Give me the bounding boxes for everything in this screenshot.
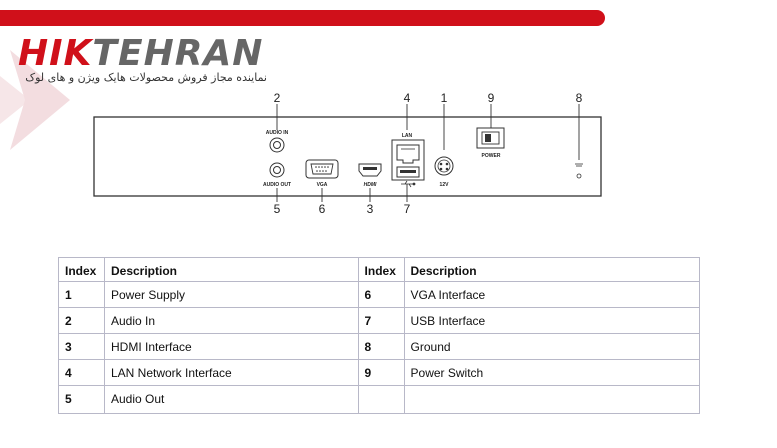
callout-4: 4 <box>403 91 411 105</box>
cell-left-index: 3 <box>59 334 105 360</box>
cell-right-index: 7 <box>358 308 404 334</box>
header-index-right: Index <box>358 258 404 282</box>
vga-port-icon <box>306 160 338 178</box>
cell-right-description: Ground <box>404 334 699 360</box>
callout-8: 8 <box>575 91 583 105</box>
callout-3: 3 <box>366 202 374 216</box>
lan-label: LAN <box>401 133 413 139</box>
interface-description-table <box>58 257 700 414</box>
audio-out-port-icon <box>270 163 284 177</box>
cell-right-index: 9 <box>358 360 404 386</box>
cell-right-description: VGA Interface <box>404 282 699 308</box>
callout-7: 7 <box>403 202 411 216</box>
hdmi-port-icon <box>359 164 381 176</box>
hdmi-label: HDMI <box>363 182 377 188</box>
table-row <box>59 282 700 308</box>
cell-left-index: 2 <box>59 308 105 334</box>
power-switch-label: POWER <box>481 153 501 159</box>
table-row <box>59 386 700 414</box>
cell-left-description: Power Supply <box>104 282 358 308</box>
audio-in-label: AUDIO IN <box>265 130 289 136</box>
ground-terminal-icon <box>575 164 583 178</box>
header-index-left: Index <box>59 258 105 282</box>
table-row <box>59 308 700 334</box>
power-supply-connector-icon <box>435 157 453 175</box>
cell-left-description: Audio In <box>104 308 358 334</box>
table-row <box>59 334 700 360</box>
brand-name-gray: TEHRAN <box>92 33 264 74</box>
cell-right-description: USB Interface <box>404 308 699 334</box>
callout-6: 6 <box>318 202 326 216</box>
callout-9: 9 <box>487 91 495 105</box>
callout-2: 2 <box>273 91 281 105</box>
cell-left-description: HDMI Interface <box>104 334 358 360</box>
brand-name-red: HIK <box>18 33 93 74</box>
table-row <box>59 360 700 386</box>
cell-left-description: Audio Out <box>104 386 358 414</box>
header-description-left: Description <box>104 258 358 282</box>
callout-1: 1 <box>440 91 448 105</box>
device-rear-panel <box>94 117 601 196</box>
cell-right-index: 6 <box>358 282 404 308</box>
cell-right-index: 8 <box>358 334 404 360</box>
usb-symbol-icon <box>401 181 415 187</box>
cell-left-description: LAN Network Interface <box>104 360 358 386</box>
header-description-right: Description <box>404 258 699 282</box>
lan-port-icon <box>397 145 419 163</box>
cell-left-index: 5 <box>59 386 105 414</box>
usb-port-icon <box>397 167 419 177</box>
callout-5: 5 <box>273 202 281 216</box>
cell-right-description <box>404 386 699 414</box>
audio-out-label: AUDIO OUT <box>262 182 292 188</box>
vga-label: VGA <box>316 182 328 188</box>
power-12v-label: 12V <box>439 182 449 188</box>
cell-left-index: 1 <box>59 282 105 308</box>
cell-right-index <box>358 386 404 414</box>
audio-in-port-icon <box>270 138 284 152</box>
cell-right-description: Power Switch <box>404 360 699 386</box>
power-switch-icon <box>477 128 504 148</box>
cell-left-index: 4 <box>59 360 105 386</box>
brand-tagline: نماینده مجاز فروش محصولات هایک ویژن و های لوک <box>25 71 267 84</box>
